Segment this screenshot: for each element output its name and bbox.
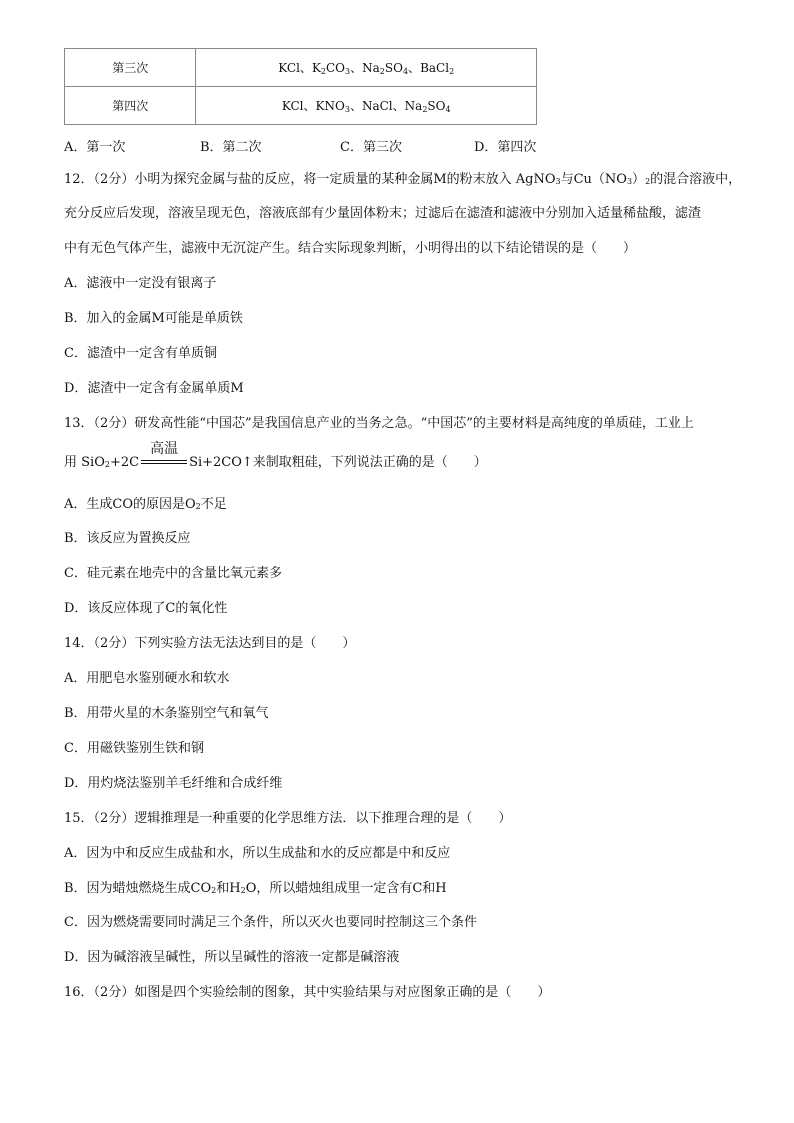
q11-options (64, 136, 564, 154)
q13-option-b: B．该反应为置换反应 (64, 531, 191, 546)
q14-option-c: C．用磁铁鉴别生铁和钢 (64, 741, 204, 756)
q12-stem-line3: 中有无色气体产生，滤液中无沉淀产生。结合实际现象判断，小明得出的以下结论错误的是（ ） (64, 241, 637, 256)
q12-option-b: B．加入的金属M可能是单质铁 (64, 311, 243, 326)
table-cell-reagents: KCl、$K_2CO_3$、$Na_2SO_4$、BaCl$_2$ (196, 49, 537, 87)
q15-stem: 15．（2分）逻辑推理是一种重要的化学思维方法．以下推理合理的是（ ） (64, 811, 512, 826)
q13-option-c: C．硅元素在地壳中的含量比氧元素多 (64, 566, 282, 581)
q15-option-a: A．因为中和反应生成盐和水，所以生成盐和水的反应都是中和反应 (64, 846, 451, 861)
q14-option-d: D．用灼烧法鉴别羊毛纤维和合成纤维 (64, 776, 283, 791)
q15-option-d: D．因为碱溶液呈碱性，所以呈碱性的溶液一定都是碱溶液 (64, 950, 400, 965)
q12-option-d: D．滤渣中一定含有金属单质M (64, 381, 244, 396)
q14-option-b: B．用带火星的木条鉴别空气和氧气 (64, 706, 269, 721)
q12-stem-line1: 12．（2分）小明为探究金属与盐的反应，将一定质量的某种金属M的粉末放入 AgNO3与Cu（NO3）2的混合溶液中， (64, 172, 742, 187)
q11-option-d: D．第四次 (474, 140, 537, 155)
q12-stem-line2: 充分反应后发现，溶液呈现无色，溶液底部有少量固体粉末；过滤后在滤渣和滤液中分别加入适量稀盐酸，滤渣 (64, 206, 702, 221)
table-cell-reagents: KCl、$KNO_3$、NaCl、$Na_2SO_4$ (196, 87, 537, 125)
q13-stem-line1: 13．（2分）研发高性能“中国芯”是我国信息产业的当务之急。“中国芯”的主要材料是高纯度的单质硅，工业上 (64, 416, 694, 431)
q15-option-c: C．因为燃烧需要同时满足三个条件，所以灭火也要同时控制这三个条件 (64, 915, 477, 930)
reaction-condition: 高温 (150, 441, 179, 457)
q12-option-c: C．滤渣中一定含有单质铜 (64, 346, 217, 361)
table-row (65, 49, 537, 87)
q14-stem: 14．（2分）下列实验方法无法达到目的是（ ） (64, 636, 356, 651)
q13-stem-line2: 用 SiO2+2C 高温 Si+2CO↑来制取粗硅，下列说法正确的是（ ） (64, 441, 487, 470)
reaction-arrow (139, 441, 189, 472)
table-row (65, 87, 537, 125)
q11-option-b: B．第二次 (200, 140, 262, 155)
q11-option-a: A．第一次 (64, 140, 126, 155)
reagent-table (64, 48, 537, 125)
q15-option-b: B．因为蜡烛燃烧生成CO2和H2O，所以蜡烛组成里一定含有C和H (64, 881, 447, 896)
q11-option-c: C．第三次 (340, 140, 402, 155)
q14-option-a: A．用肥皂水鉴别硬水和软水 (64, 671, 230, 686)
q13-option-d: D．该反应体现了C的氧化性 (64, 601, 228, 616)
q12-option-a: A．滤液中一定没有银离子 (64, 276, 217, 291)
q13-option-a: A．生成CO的原因是O2不足 (64, 497, 227, 512)
q16-stem: 16．（2分）如图是四个实验绘制的图象，其中实验结果与对应图象正确的是（ ） (64, 985, 551, 1000)
table-cell-label: 第三次 (65, 49, 196, 87)
table-cell-label: 第四次 (65, 87, 196, 125)
